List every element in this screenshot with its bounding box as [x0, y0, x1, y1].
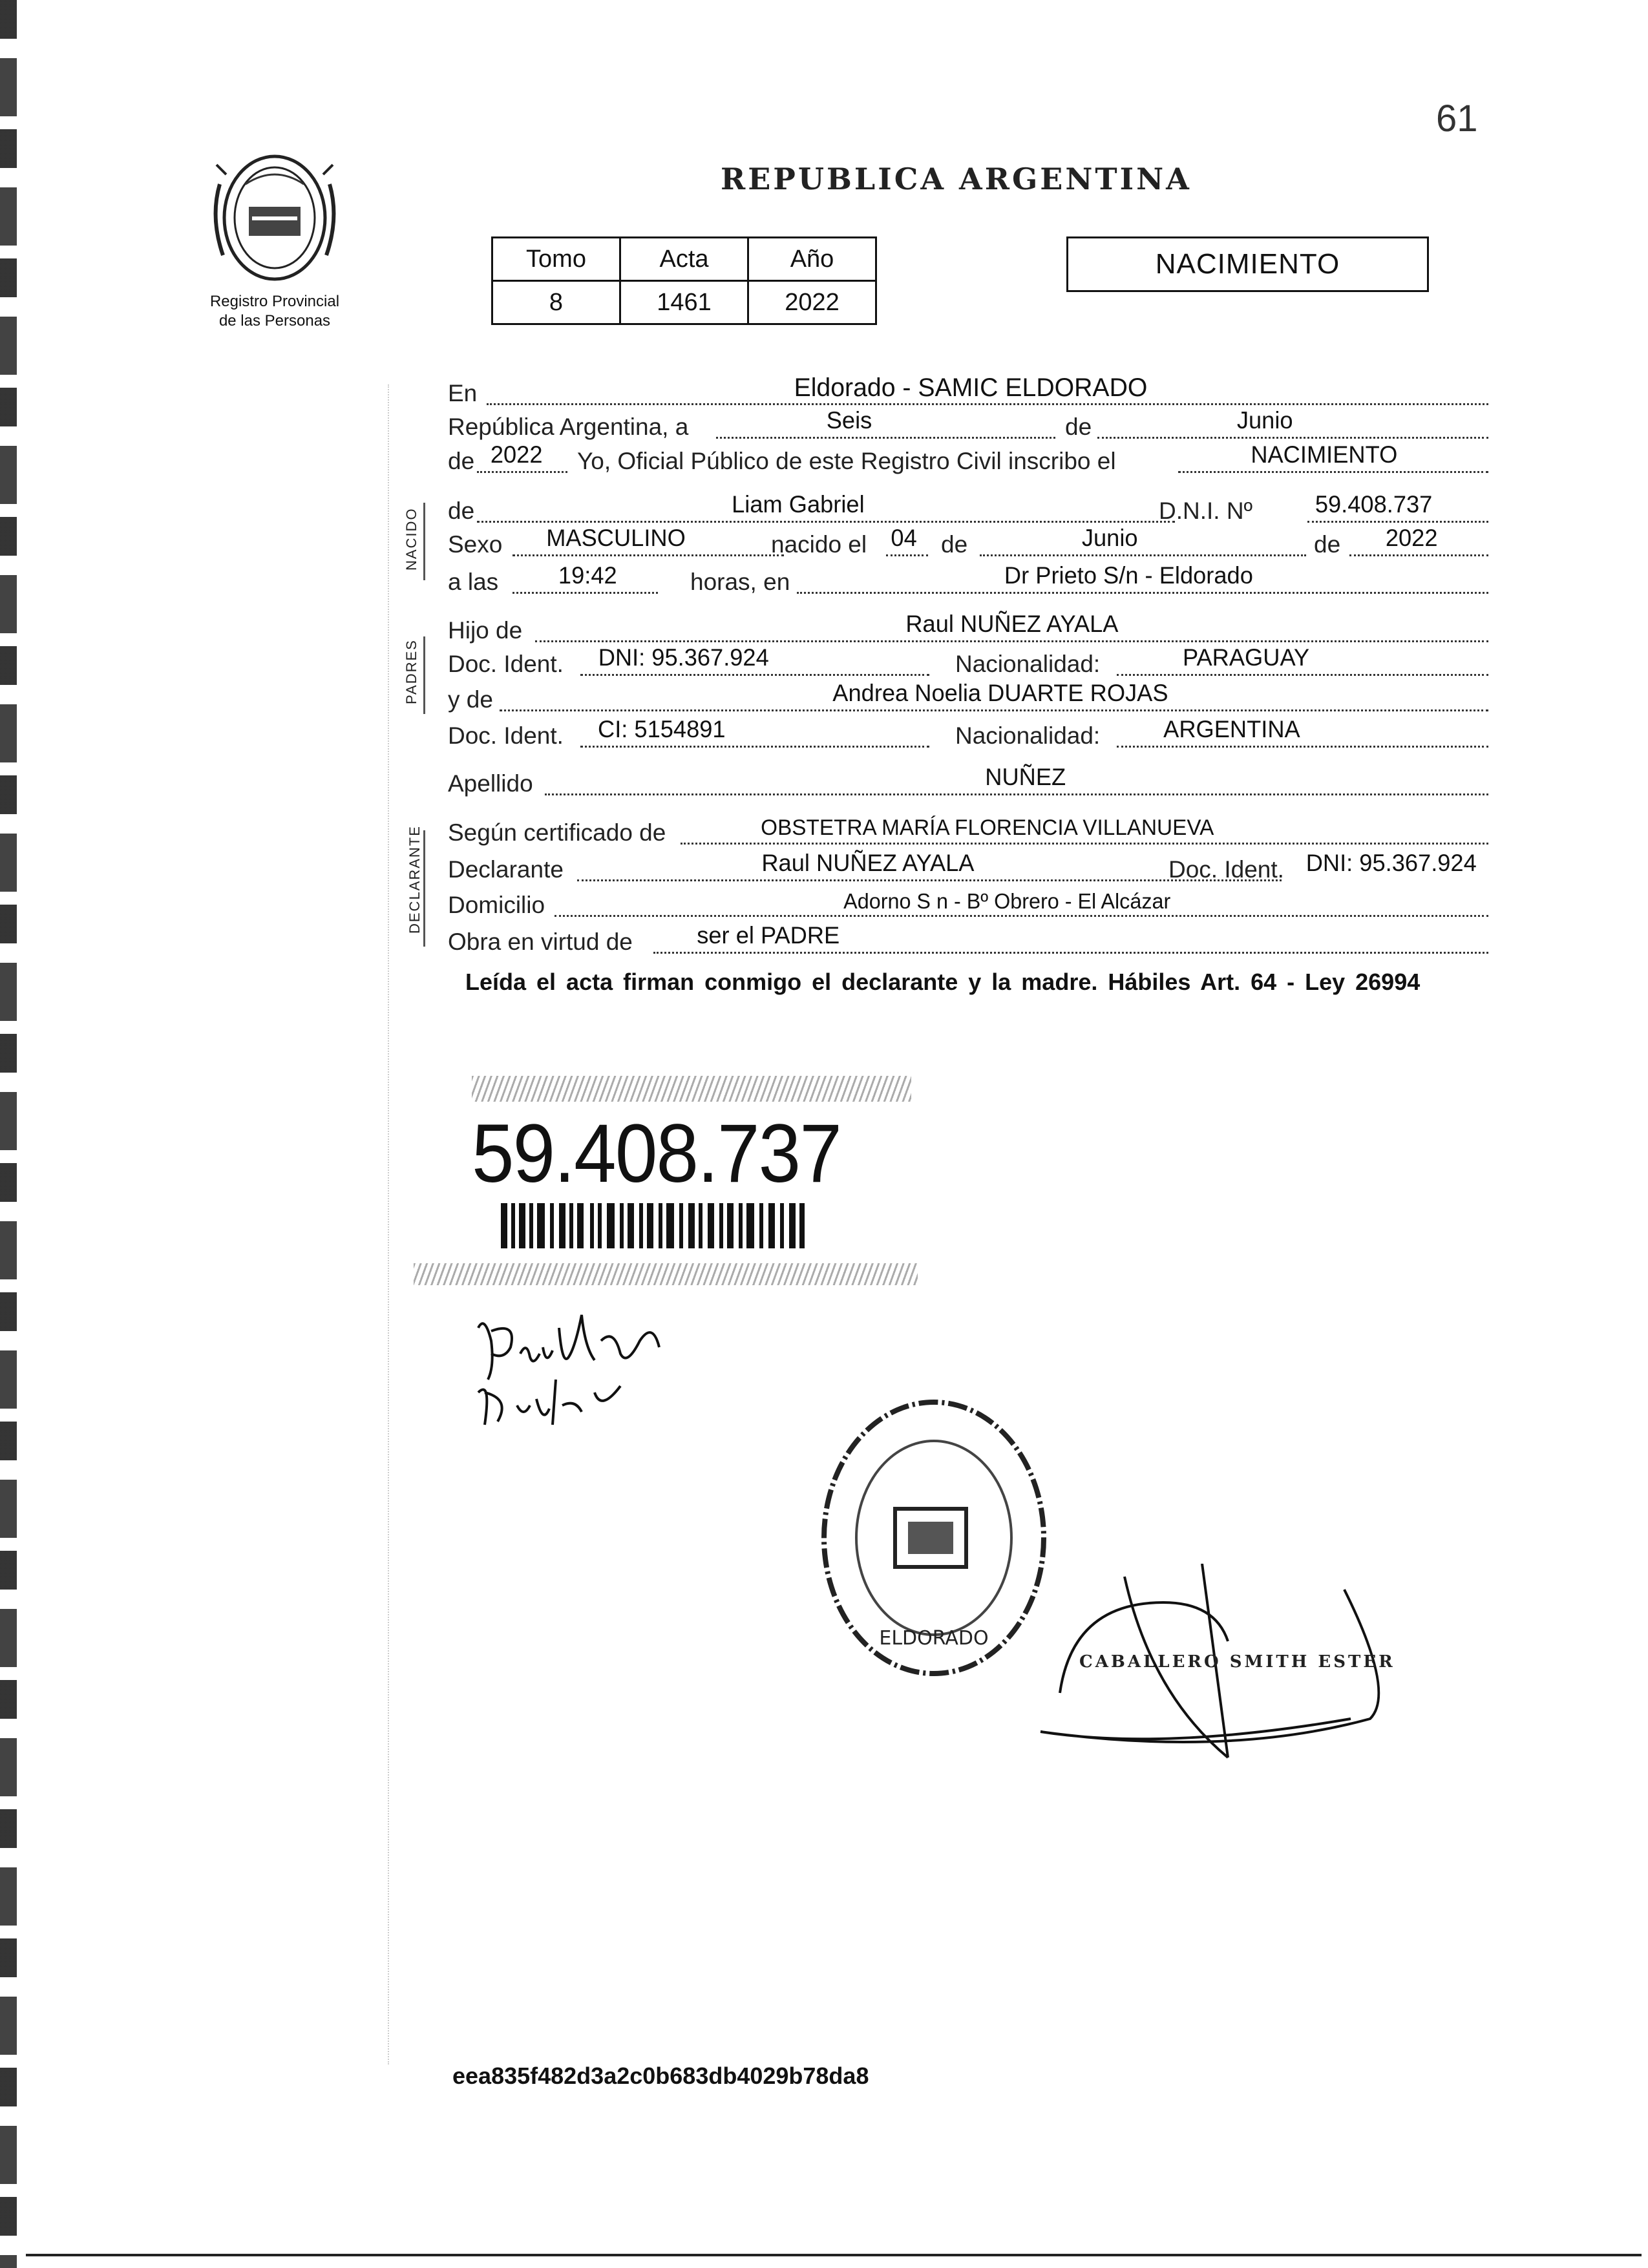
label-de: de — [1065, 414, 1092, 440]
row-en — [448, 373, 1488, 414]
dotted-line — [580, 746, 929, 748]
label-nacionalidad: Nacionalidad: — [955, 651, 1101, 677]
label-de-anio: de — [448, 448, 475, 474]
label-declarante: Declarante — [448, 856, 564, 883]
svg-text:ELDORADO: ELDORADO — [879, 1627, 989, 1650]
value-nombre: Liam Gabriel — [732, 491, 865, 518]
provincial-seal-icon — [207, 145, 343, 291]
value-hora: 19:42 — [558, 562, 617, 589]
official-stamp-icon — [811, 1392, 1057, 1683]
label-horas-en: horas, en — [690, 569, 790, 595]
row-virtud — [448, 922, 1488, 962]
value-mes-nac: Junio — [1081, 525, 1138, 551]
dotted-line — [797, 592, 1488, 594]
value-padre-nac: PARAGUAY — [1183, 644, 1310, 671]
label-y-de: y de — [448, 686, 493, 713]
sticker-security-pattern-bottom — [414, 1263, 918, 1285]
label-apellido: Apellido — [448, 770, 533, 797]
dotted-line — [477, 471, 567, 473]
nacido-bar — [423, 503, 425, 580]
dotted-line — [886, 554, 928, 556]
dotted-line — [555, 915, 1488, 917]
dotted-line — [716, 437, 1055, 439]
label-obra-en-virtud: Obra en virtud de — [448, 929, 633, 955]
value-anio-nac: 2022 — [1385, 525, 1438, 551]
dotted-line — [1097, 437, 1488, 439]
dotted-line — [681, 843, 1488, 845]
dotted-line — [477, 521, 1175, 523]
dotted-line — [1349, 554, 1488, 556]
row-hora — [448, 562, 1488, 602]
label-doc-ident-declarante: Doc. Ident. — [1168, 856, 1284, 883]
value-dia-letras: Seis — [826, 407, 872, 434]
value-declarante-doc: DNI: 95.367.924 — [1305, 850, 1477, 876]
label-en: En — [448, 380, 478, 406]
closing-text: Leída el acta firman conmigo el declarante y la madre. Hábiles Art. 64 - Ley 26994 — [465, 969, 1421, 995]
dotted-line — [500, 709, 1488, 711]
section-padres: PADRES — [403, 639, 419, 704]
label-doc-ident: Doc. Ident. — [448, 651, 564, 677]
svg-text:CABALLERO SMITH ESTER: CABALLERO SMITH ESTER — [1079, 1652, 1395, 1672]
label-nacionalidad-madre: Nacionalidad: — [955, 722, 1101, 749]
label-domicilio: Domicilio — [448, 892, 545, 918]
label-de-nombre: de — [448, 498, 475, 524]
dotted-line — [512, 592, 658, 594]
register-table-value-row — [492, 281, 876, 324]
register-table-header-row — [492, 238, 876, 281]
value-tipo: NACIMIENTO — [1251, 441, 1398, 468]
value-domicilio: Adorno S n - Bº Obrero - El Alcázar — [843, 889, 1171, 913]
dotted-line — [653, 952, 1488, 954]
register-table — [491, 236, 877, 325]
register-value-tomo: 8 — [492, 281, 620, 324]
register-value-acta: 1461 — [620, 281, 748, 324]
value-apellido: NUÑEZ — [985, 764, 1066, 790]
document-hash: eea835f482d3a2c0b683db4029b78da8 — [452, 2063, 869, 2089]
label-de-anio-nac: de — [1314, 531, 1341, 558]
seal-caption — [187, 292, 362, 331]
register-header-acta: Acta — [620, 238, 748, 281]
section-declarante: DECLARANTE — [407, 825, 423, 934]
value-dni: 59.408.737 — [1315, 491, 1433, 518]
label-hijo-de: Hijo de — [448, 617, 523, 644]
value-padre: Raul NUÑEZ AYALA — [905, 611, 1119, 637]
value-declarante: Raul NUÑEZ AYALA — [761, 850, 975, 876]
page-bottom-edge — [26, 2254, 1642, 2256]
row-certificado — [448, 815, 1488, 853]
padres-bar — [423, 636, 425, 714]
value-sexo: MASCULINO — [546, 525, 686, 551]
row-declarante — [448, 850, 1488, 890]
register-header-tomo: Tomo — [492, 238, 620, 281]
row-inscribo — [448, 441, 1488, 481]
dotted-line — [580, 674, 929, 676]
act-type-box: NACIMIENTO — [1066, 236, 1429, 292]
row-sexo — [448, 525, 1488, 565]
declarante-bar — [423, 830, 425, 947]
label-nacido-el: nacido el — [771, 531, 867, 558]
dotted-line — [512, 554, 784, 556]
value-madre-nac: ARGENTINA — [1163, 716, 1300, 742]
value-anio: 2022 — [490, 441, 543, 468]
barcode-icon — [501, 1203, 806, 1248]
label-dni: D.N.I. Nº — [1159, 498, 1253, 524]
dotted-line — [545, 793, 1488, 795]
register-value-anio: 2022 — [748, 281, 876, 324]
value-virtud: ser el PADRE — [697, 922, 840, 949]
value-lugar-nac: Dr Prieto S/n - Eldorado — [1004, 562, 1253, 589]
label-a-las: a las — [448, 569, 499, 595]
section-nacido: NACIDO — [403, 507, 419, 571]
label-republica-a: República Argentina, a — [448, 414, 689, 440]
dotted-line — [1117, 746, 1488, 748]
value-certificado: OBSTETRA MARÍA FLORENCIA VILLANUEVA — [761, 815, 1214, 840]
row-domicilio — [448, 889, 1488, 925]
dotted-line — [1178, 471, 1488, 473]
label-de-mes: de — [941, 531, 968, 558]
seal-caption-line1: Registro Provincial — [209, 293, 340, 310]
value-padre-doc: DNI: 95.367.924 — [598, 644, 769, 671]
register-header-anio: Año — [748, 238, 876, 281]
label-sexo: Sexo — [448, 531, 503, 558]
seal-caption-line2: de las Personas — [218, 312, 331, 330]
value-madre-doc: CI: 5154891 — [598, 716, 726, 742]
official-signature-icon — [1034, 1564, 1396, 1777]
label-yo-oficial: Yo, Oficial Público de este Registro Civil inscribo el — [577, 448, 1116, 474]
document-title: REPUBLICA ARGENTINA — [721, 162, 1192, 196]
value-mes: Junio — [1236, 407, 1293, 434]
label-doc-ident-madre: Doc. Ident. — [448, 722, 564, 749]
sticker-id-number: 59.408.737 — [472, 1108, 841, 1200]
row-madre-doc — [448, 716, 1488, 756]
handwritten-signature-icon — [465, 1302, 698, 1431]
row-apellido — [448, 764, 1488, 804]
row-madre — [448, 680, 1488, 720]
sticker-security-pattern-top — [472, 1076, 911, 1102]
dotted-line — [1307, 521, 1488, 523]
dotted-line — [535, 640, 1488, 642]
label-segun-certificado: Según certificado de — [448, 819, 666, 846]
dotted-line — [1117, 674, 1488, 676]
dotted-line — [487, 403, 1488, 405]
value-dia-nac: 04 — [891, 525, 917, 551]
dotted-line — [980, 554, 1306, 556]
page-number: 61 — [1436, 98, 1478, 140]
value-madre: Andrea Noelia DUARTE ROJAS — [832, 680, 1168, 706]
value-lugar: Eldorado - SAMIC ELDORADO — [794, 373, 1148, 402]
scan-edge — [0, 0, 17, 2268]
margin-rule — [388, 384, 391, 2064]
